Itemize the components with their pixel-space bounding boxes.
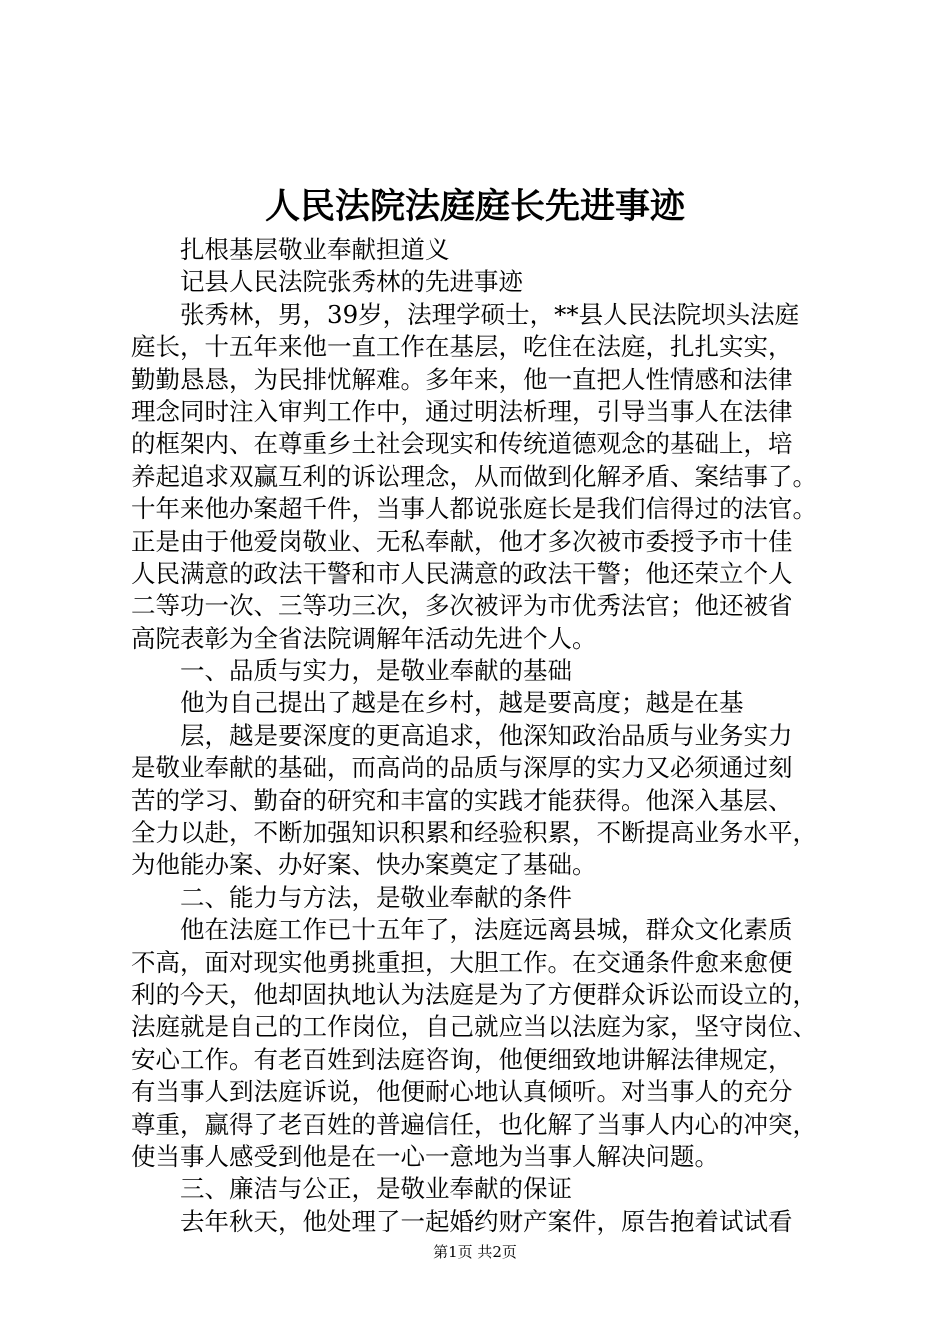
text-line: 一、品质与实力，是敬业奉献的基础 — [180, 656, 572, 686]
text-line: 他在法庭工作已十五年了，法庭远离县城，群众文化素质 — [180, 915, 793, 945]
text-line: 层，越是要深度的更高追求，他深知政治品质与业务实力 — [180, 720, 793, 750]
text-line: 去年秋天，他处理了一起婚约财产案件，原告抱着试试看 — [180, 1206, 793, 1236]
page-footer: 第1页 共2页 — [433, 1243, 517, 1261]
text-line: 三、廉洁与公正，是敬业奉献的保证 — [180, 1174, 572, 1204]
text-line: 养起追求双赢互利的诉讼理念，从而做到化解矛盾、案结事了。 — [131, 461, 817, 491]
text-line: 法庭就是自己的工作岗位，自己就应当以法庭为家，坚守岗位、 — [131, 1012, 817, 1042]
text-line: 扎根基层敬业奉献担道义 — [180, 235, 450, 264]
text-line: 的框架内、在尊重乡土社会现实和传统道德观念的基础上，培 — [131, 429, 793, 459]
text-line: 庭长，十五年来他一直工作在基层，吃住在法庭，扎扎实实， — [131, 332, 793, 362]
text-line: 张秀林，男，39岁，法理学硕士，**县人民法院坝头法庭 — [180, 299, 800, 329]
text-line: 正是由于他爱岗敬业、无私奉献，他才多次被市委授予市十佳 — [131, 526, 793, 556]
text-line: 有当事人到法庭诉说，他便耐心地认真倾听。对当事人的充分 — [131, 1077, 793, 1107]
text-line: 他为自己提出了越是在乡村，越是要高度；越是在基 — [180, 688, 744, 718]
text-line: 利的今天，他却固执地认为法庭是为了方便群众诉讼而设立的， — [131, 979, 817, 1009]
text-line: 尊重，赢得了老百姓的普遍信任，也化解了当事人内心的冲突， — [131, 1109, 817, 1139]
text-line: 二、能力与方法，是敬业奉献的条件 — [180, 882, 572, 912]
text-line: 二等功一次、三等功三次，多次被评为市优秀法官；他还被省 — [131, 591, 793, 621]
text-line: 勤勤恳恳，为民排忧解难。多年来，他一直把人性情感和法律 — [131, 364, 793, 394]
text-line: 不高，面对现实他勇挑重担，大胆工作。在交通条件愈来愈便 — [131, 947, 793, 977]
text-line: 全力以赴，不断加强知识积累和经验积累，不断提高业务水平， — [131, 818, 817, 848]
text-line: 十年来他办案超千件，当事人都说张庭长是我们信得过的法官。 — [131, 494, 817, 524]
text-line: 使当事人感受到他是在一心一意地为当事人解决问题。 — [131, 1141, 719, 1171]
text-line: 是敬业奉献的基础，而高尚的品质与深厚的实力又必须通过刻 — [131, 753, 793, 783]
text-line: 安心工作。有老百姓到法庭咨询，他便细致地讲解法律规定， — [131, 1044, 793, 1074]
text-line: 记县人民法院张秀林的先进事迹 — [180, 267, 523, 297]
text-line: 高院表彰为全省法院调解年活动先进个人。 — [131, 623, 597, 653]
document-body — [131, 234, 861, 1238]
text-line: 为他能办案、办好案、快办案奠定了基础。 — [131, 850, 597, 880]
text-line: 理念同时注入审判工作中，通过明法析理，引导当事人在法律 — [131, 396, 793, 426]
document-title: 人民法院法庭庭长先进事迹 — [264, 186, 685, 227]
text-line: 苦的学习、勤奋的研究和丰富的实践才能获得。他深入基层、 — [131, 785, 793, 815]
text-line: 人民满意的政法干警和市人民满意的政法干警；他还荣立个人 — [131, 558, 793, 588]
